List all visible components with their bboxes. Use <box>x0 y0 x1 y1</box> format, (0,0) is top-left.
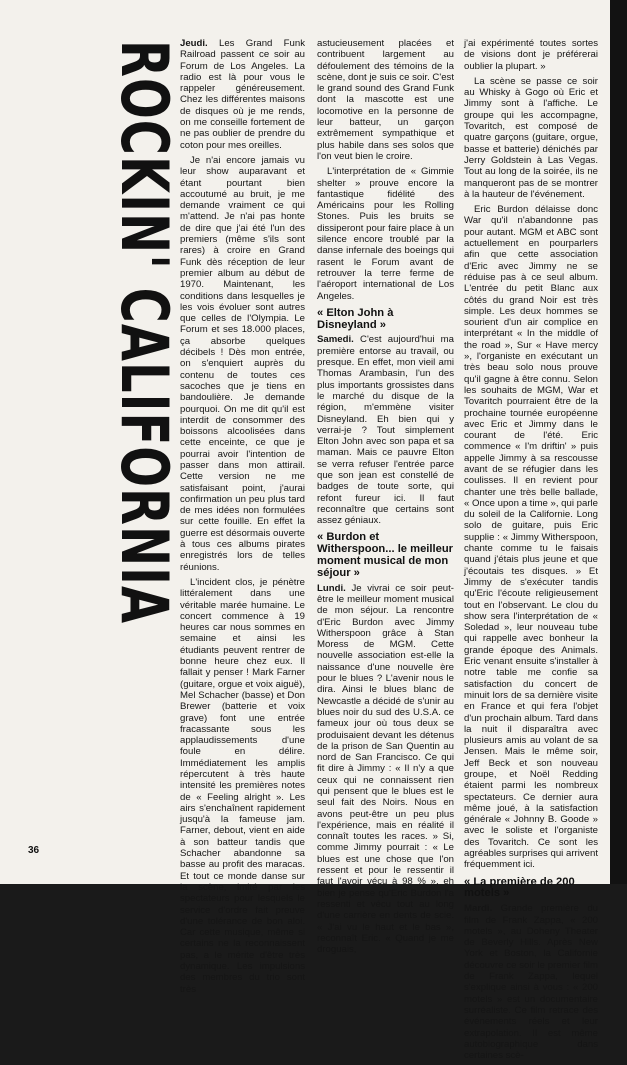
paragraph <box>317 583 454 956</box>
page-number: 36 <box>28 845 40 856</box>
paragraph: j'ai expérimenté toutes sortes de visions dont je préférerai oublier la plupart. » <box>464 38 598 72</box>
paragraph: L'interprétation de « Gimmie shelter » prouve encore la fantastique fidélité des Américains pour les Rolling Stones. Puis les bruits se dissiperont pour faire place à un silence encore troublé par la danse infernale des boeings qui rasent le Forum avant de retrouver la terre ferme de l'aéroport international de Los Angeles. <box>317 166 454 302</box>
paragraph: L'incident clos, je pénètre littéralement dans une véritable marée humaine. Le concert commence à 19 heures car nous sommes en semaine et ainsi les étudiants peuvent rentrer de bonne heure chez eux. Il fallait y penser ! Mark Farner (guitare, orgue et voix aiguë), Mel Schacher (basse) et Don Brewer (batterie et voix grave) font une entrée fracassante sous les applaudissements d'une foule en délire. Immédiatement les amplis répercutent à très haute intensité les premières notes de « Feeling alright ». Les airs s'enchaînent rapidement jusqu'à la fameuse jam. Farner, debout, vient en aide à son batteur tandis que Schacher abandonne sa basse au profit des maracas. Et tout ce monde danse sur la scène, imité par les spectateurs pour lesquels le service d'ordre fait preuve d'une tolérance de bon aloi. Car cette musique, même si certains ne la reconnaissent pas, a le mérite d'être très dynamique. Les impulsions des membres du trio sont très <box>180 576 305 995</box>
article-title: ROCKIN' CALIFORNIA <box>105 40 182 625</box>
paragraph-text: Les Grand Funk Railroad passent ce soir au Forum de Los Angeles. La radio est là pour vous le rappeler généreusement. Chez les différentes maisons de disques où je me rends, on me conseille fortement de ne pas oublier de prendre du coton pour mes oreilles. <box>180 38 305 151</box>
paragraph-text: Grande première du film de Frank Zappa, « 200 motels », au Doheny Theater de Beverly Hills. Après New York et Boston, la Californie découvre ce soir le premier film de Frank Zappa, lequel s'explique ainsi à vous : « 200 motels » est un documentaire surréaliste. Ce film retrace des événements réels et leur extrapolation. Il est même autobiographique dans certaines scè- <box>464 903 598 1062</box>
paragraph: Je n'ai encore jamais vu leur show auparavant et étant pourtant bien accoutumé au bruit, je me demande vraiment ce qui m'attend. Je n'ai pas honte de dire que j'ai été l'un des premiers (même s'ils sont rares) à croire en Grand Funk dès réception de leur premier album au début de 1970. Maintenant, les conditions dans lesquelles je les vois évoluer sont autres que celles de l'Olympia. Le Forum et ses 18.000 places, ça absorbe quelques décibels ! Dès mon entrée, on s'enquiert auprès du contenu de toutes ces sacoches que je tiens en bandoulière. Je demande pourquoi. On me dit qu'il est interdit de consommer des boissons alcoolisées dans cette enceinte, ce que je pourrai avoir l'intention de passer dans mon attirail. Cette version ne me satisfaisant point, j'aurai confirmation un peu plus tard de mes idées non formulées sur cette fouille. En effet la guerre est désormais ouverte à tous ces albums pirates enregistrés lors de telles réunions. <box>180 154 305 573</box>
paragraph <box>317 334 454 526</box>
text-column-3 <box>464 38 598 1065</box>
day-lead: Lundi. <box>317 582 346 594</box>
paragraph: astucieusement placées et contribuent largement au défoulement des témoins de la scène, dont je suis ce soir. C'est le grand sound des Grand Funk dont la mascotte est une locomotive en la personne de leur batteur, un garçon extrêmement sympathique et plus habile dans ses solos que l'on veut bien le croire. <box>317 38 454 162</box>
text-column-1 <box>180 38 305 999</box>
paragraph: La scène se passe ce soir au Whisky à Gogo où Eric et Jimmy sont à l'affiche. Le groupe qui les accompagne, Tovaritch, est composé de quatre garçons (guitare, orgue, basse et batterie) dénichés par Jerry Goldstein à Las Vegas. Tout au long de la soirée, ils ne manqueront pas de se montrer à la hauteur de l'événement. <box>464 75 598 200</box>
section-heading: « La première de 200 motels » <box>464 875 575 900</box>
paragraph <box>464 903 598 1061</box>
day-lead: Jeudi. <box>180 38 208 49</box>
paragraph-text: C'est aujourd'hui ma première entorse au travail, ou presque. En effet, mon vieil ami Thomas Arambasin, l'un des plus importants grossistes dans le marché du disque de la région, m'emmène visiter Disneyland. Eh bien qui y verrai-je ? Tout simplement Elton John avec son papa et sa maman. Mais ce pauvre Elton se verra refuser l'entrée parce que son jean est constellé de badges de toute sorte, qui refont fureur ici. Il faut reconnaître que certains sont assez géniaux. <box>317 334 455 527</box>
paragraph-text: Je vivrai ce soir peut-être le meilleur moment musical de mon séjour. La rencontre d'Eric Burdon avec Jimmy Witherspoon grâce à Stan Moress de MGM. Cette nouvelle association est-elle la naissance d'une nouvelle ère pour le blues ? L'avenir nous le dira. Ainsi le blues blanc de Newcastle a décidé de s'unir au blues noir du sud des U.S.A. ce fameux jour où tous deux se produisaient devant les détenus de la prison de San Quentin au nord de San Francisco. Ce qui fit dire à Jimmy : « Il n'y a que ceux qui ne connaissent rien qui pensent que le blues est le seul fait des Noirs. Nous en avons peut-être un peu plus l'expérience, mais en réalité il connaît toutes les races. » Si, comme Jimmy pourrait : « Le blues est une chose que l'on ressent et pour le ressentir il faut l'avoir vécu à 98 % », eh bien je pense qu'Eric Burdon l'a ressenti et vécu tout au long d'une carrière en dents de scie. « J'ai vu le haut et le bas », reconnaît Eric. « Quand je me droguais, <box>317 582 455 956</box>
binding-edge <box>610 0 627 884</box>
text-column-2 <box>317 38 454 959</box>
section-heading: « Elton John à Disneyland » <box>317 306 394 331</box>
paragraph <box>180 38 305 151</box>
section-heading: « Burdon et Witherspoon... le meilleur moment musical de mon séjour » <box>317 531 454 579</box>
day-lead: Mardi. <box>464 903 493 915</box>
day-lead: Samedi. <box>317 334 354 346</box>
paragraph: Eric Burdon délaisse donc War qu'il n'abandonne pas pour autant. MGM et ABC sont actuellement en pourparlers afin que cette association d'Eric avec Jimmy ne se réduise pas à ce seul album. L'entrée du petit Blanc aux côtés du grand Noir est très simple. Les deux hommes se sourient d'un air complice en interprétant « In the middle of the road », Sur « Have mercy », l'organiste en exécutant un très beau solo nous prouve qu'il gagne à être connu. Selon les souhaits de MGM, War et Tovaritch pourraient être de la prochaine tournée européenne avec Eric et Jimmy dans le courant de l'été. Eric commence « I'm driftin' » puis appelle Jimmy à sa rescousse avant de se réfugier dans les coulisses. Il en revient pour chanter une très belle ballade, « Once upon a time », qui parle du soleil de la Californie. Long solo de guitare, puis Eric supplie : « Jimmy Witherspoon, chante comme tu le faisais quand j'étais plus jeune et que j'écoutais tes disques. » Et Jimmy de s'exécuter tandis qu'Eric l'écoute religieusement tout en l'observant. Le clou du show sera l'interprétation de « Soledad », leur nouveau tube qui rappelle avec bonheur la grande époque des Animals. Eric venant ensuite s'installer à notre table me confie sa satisfaction du concert de minuit lors de sa dernière visite en France et qui fera l'objet d'un prochain album. Tard dans la nuit il disparaîtra avec plusieurs amis au volant de sa Jensen. Mais le même soir, Jeff Beck et son nouveau groupe, et Noël Redding étaient parmi les nombreux spectateurs. Ce dernier aura même joué, à la satisfaction générale « Johnny B. Goode » avec le soliste et l'organiste des Tovaritch. Ce sont les agréables surprises qui arrivent fréquemment ici. <box>464 204 598 871</box>
title-strip <box>105 40 182 625</box>
